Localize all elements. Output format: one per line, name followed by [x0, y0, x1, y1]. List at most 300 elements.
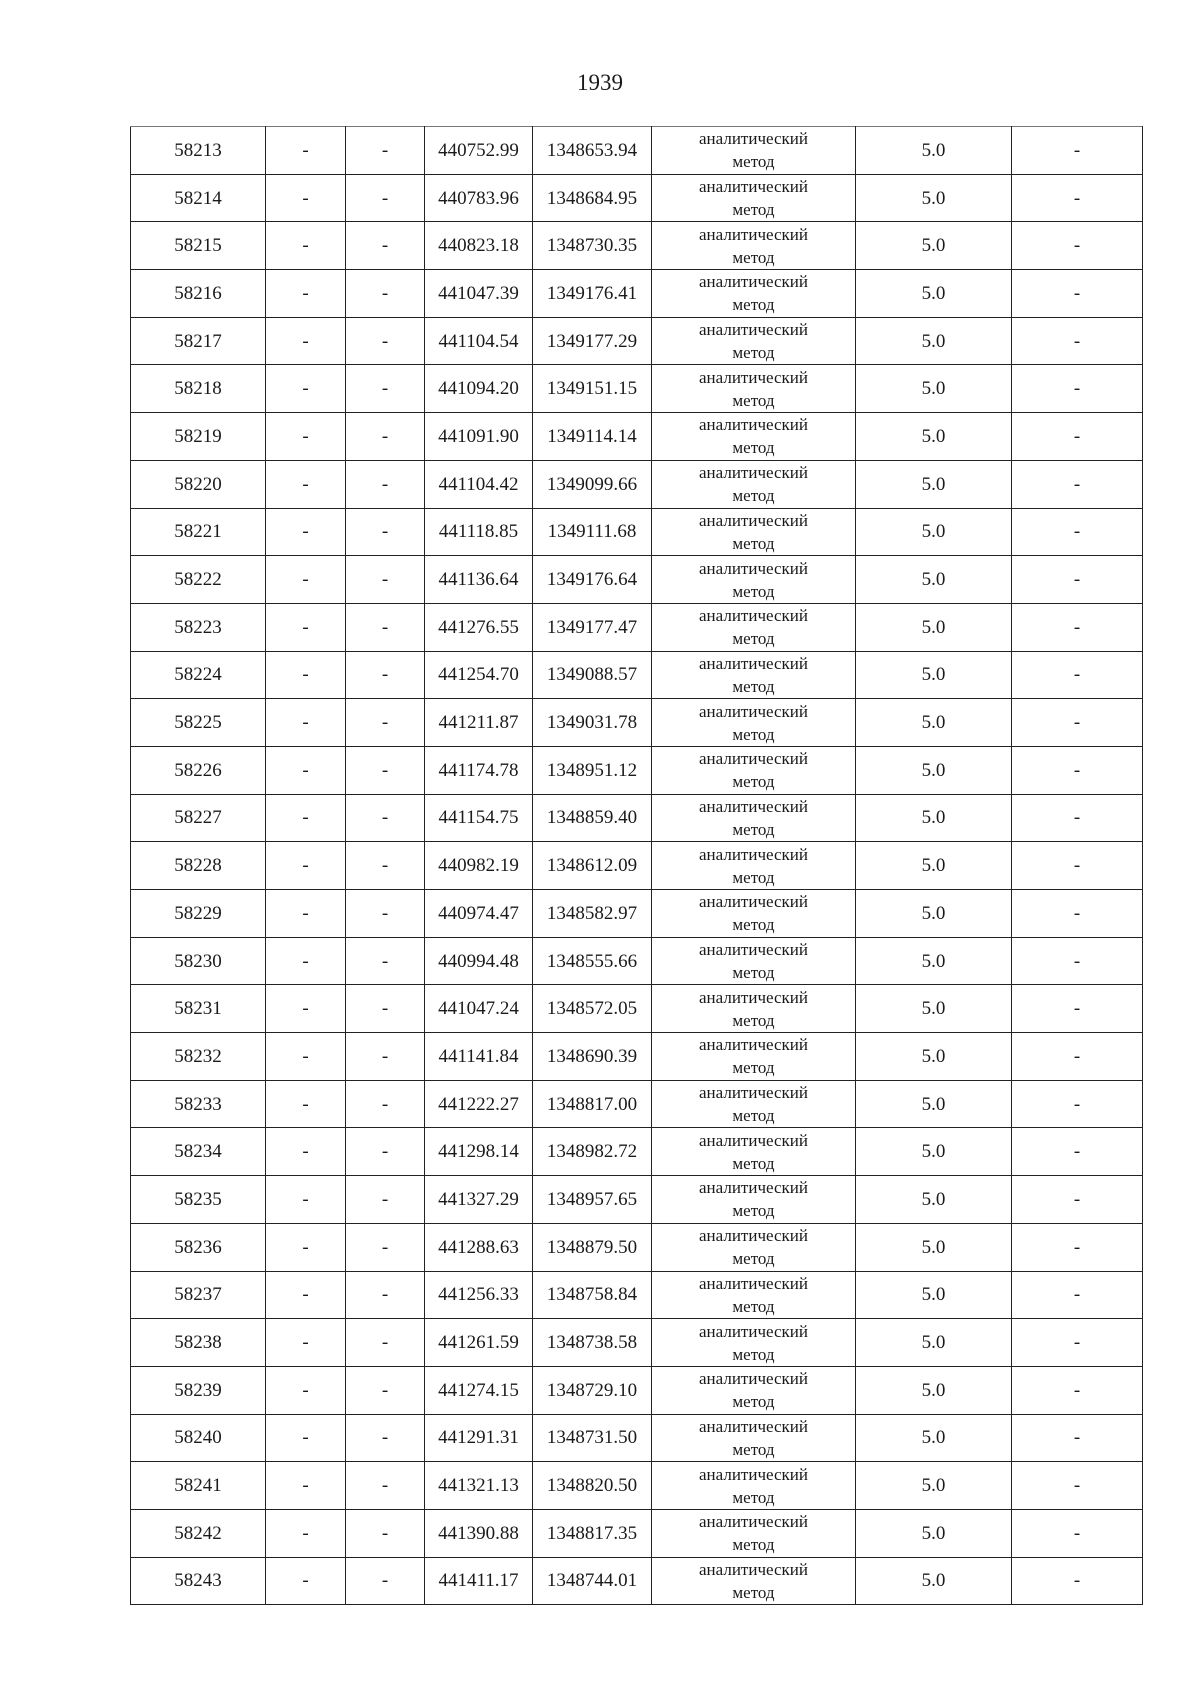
method-cell	[652, 1080, 856, 1128]
dash-cell: -	[1012, 127, 1143, 175]
table-row	[131, 365, 1143, 413]
dash-cell: -	[1012, 413, 1143, 461]
accuracy-cell: 5.0	[856, 413, 1012, 461]
point-number-cell: 58216	[131, 270, 266, 318]
dash-cell: -	[266, 1271, 346, 1319]
method-line-1: аналитический	[699, 510, 808, 530]
dash-cell: -	[266, 1414, 346, 1462]
dash-cell: -	[266, 890, 346, 938]
dash-cell: -	[1012, 746, 1143, 794]
y-coordinate-cell: 1348744.01	[533, 1557, 652, 1605]
dash-cell: -	[266, 222, 346, 270]
x-coordinate-cell: 441154.75	[425, 794, 533, 842]
point-number-cell: 58234	[131, 1128, 266, 1176]
dash-cell: -	[346, 127, 425, 175]
x-coordinate-cell: 441211.87	[425, 699, 533, 747]
dash-cell: -	[346, 317, 425, 365]
method-line-1: аналитический	[699, 1130, 808, 1150]
y-coordinate-cell: 1349031.78	[533, 699, 652, 747]
y-coordinate-cell: 1348684.95	[533, 174, 652, 222]
point-number-cell: 58231	[131, 985, 266, 1033]
x-coordinate-cell: 441276.55	[425, 603, 533, 651]
dash-cell: -	[346, 1414, 425, 1462]
method-line-1: аналитический	[699, 129, 808, 149]
method-line-1: аналитический	[699, 415, 808, 435]
point-number-cell: 58222	[131, 556, 266, 604]
method-line-1: аналитический	[699, 892, 808, 912]
dash-cell: -	[346, 1033, 425, 1081]
method-cell	[652, 365, 856, 413]
table-row	[131, 317, 1143, 365]
point-number-cell: 58227	[131, 794, 266, 842]
point-number-cell: 58221	[131, 508, 266, 556]
method-line-2: метод	[732, 343, 775, 363]
table-row	[131, 651, 1143, 699]
dash-cell: -	[1012, 1366, 1143, 1414]
accuracy-cell: 5.0	[856, 1462, 1012, 1510]
x-coordinate-cell: 441321.13	[425, 1462, 533, 1510]
method-cell	[652, 1414, 856, 1462]
x-coordinate-cell: 441274.15	[425, 1366, 533, 1414]
point-number-cell: 58224	[131, 651, 266, 699]
dash-cell: -	[1012, 842, 1143, 890]
method-cell	[652, 1223, 856, 1271]
dash-cell: -	[1012, 1080, 1143, 1128]
dash-cell: -	[1012, 651, 1143, 699]
method-line-2: метод	[732, 1487, 775, 1507]
table-row	[131, 1033, 1143, 1081]
dash-cell: -	[266, 1366, 346, 1414]
method-line-1: аналитический	[699, 1178, 808, 1198]
method-line-2: метод	[732, 1582, 775, 1602]
dash-cell: -	[266, 937, 346, 985]
dash-cell: -	[346, 270, 425, 318]
dash-cell: -	[1012, 1462, 1143, 1510]
accuracy-cell: 5.0	[856, 222, 1012, 270]
dash-cell: -	[1012, 1271, 1143, 1319]
point-number-cell: 58217	[131, 317, 266, 365]
method-line-1: аналитический	[699, 1035, 808, 1055]
table-row	[131, 1271, 1143, 1319]
method-line-1: аналитический	[699, 367, 808, 387]
accuracy-cell: 5.0	[856, 365, 1012, 413]
table-row	[131, 174, 1143, 222]
table-row	[131, 413, 1143, 461]
point-number-cell: 58230	[131, 937, 266, 985]
point-number-cell: 58232	[131, 1033, 266, 1081]
dash-cell: -	[1012, 222, 1143, 270]
point-number-cell: 58225	[131, 699, 266, 747]
point-number-cell: 58215	[131, 222, 266, 270]
dash-cell: -	[1012, 1223, 1143, 1271]
method-line-2: метод	[732, 724, 775, 744]
x-coordinate-cell: 441118.85	[425, 508, 533, 556]
method-cell	[652, 603, 856, 651]
accuracy-cell: 5.0	[856, 699, 1012, 747]
table-row	[131, 1462, 1143, 1510]
dash-cell: -	[266, 842, 346, 890]
dash-cell: -	[266, 365, 346, 413]
method-cell	[652, 651, 856, 699]
point-number-cell: 58228	[131, 842, 266, 890]
dash-cell: -	[346, 651, 425, 699]
x-coordinate-cell: 440994.48	[425, 937, 533, 985]
method-line-1: аналитический	[699, 558, 808, 578]
dash-cell: -	[266, 508, 346, 556]
method-cell	[652, 460, 856, 508]
point-number-cell: 58213	[131, 127, 266, 175]
method-cell	[652, 317, 856, 365]
method-line-2: метод	[732, 915, 775, 935]
y-coordinate-cell: 1349111.68	[533, 508, 652, 556]
dash-cell: -	[1012, 603, 1143, 651]
dash-cell: -	[266, 699, 346, 747]
point-number-cell: 58218	[131, 365, 266, 413]
dash-cell: -	[266, 1319, 346, 1367]
method-line-2: метод	[732, 1010, 775, 1030]
y-coordinate-cell: 1348572.05	[533, 985, 652, 1033]
method-line-1: аналитический	[699, 1083, 808, 1103]
y-coordinate-cell: 1348957.65	[533, 1176, 652, 1224]
table-row	[131, 508, 1143, 556]
method-line-1: аналитический	[699, 1226, 808, 1246]
method-line-2: метод	[732, 963, 775, 983]
point-number-cell: 58240	[131, 1414, 266, 1462]
dash-cell: -	[266, 985, 346, 1033]
point-number-cell: 58226	[131, 746, 266, 794]
dash-cell: -	[346, 556, 425, 604]
table-row	[131, 222, 1143, 270]
method-line-2: метод	[732, 819, 775, 839]
dash-cell: -	[346, 222, 425, 270]
method-line-2: метод	[732, 486, 775, 506]
point-number-cell: 58219	[131, 413, 266, 461]
method-line-2: метод	[732, 200, 775, 220]
dash-cell: -	[346, 794, 425, 842]
method-cell	[652, 1319, 856, 1367]
table-row	[131, 794, 1143, 842]
method-cell	[652, 222, 856, 270]
method-line-2: метод	[732, 1201, 775, 1221]
dash-cell: -	[346, 937, 425, 985]
method-line-2: метод	[732, 533, 775, 553]
point-number-cell: 58237	[131, 1271, 266, 1319]
dash-cell: -	[266, 556, 346, 604]
method-cell	[652, 174, 856, 222]
dash-cell: -	[266, 1176, 346, 1224]
point-number-cell: 58214	[131, 174, 266, 222]
accuracy-cell: 5.0	[856, 794, 1012, 842]
method-line-1: аналитический	[699, 1512, 808, 1532]
dash-cell: -	[346, 890, 425, 938]
x-coordinate-cell: 441136.64	[425, 556, 533, 604]
point-number-cell: 58236	[131, 1223, 266, 1271]
method-line-2: метод	[732, 1106, 775, 1126]
y-coordinate-cell: 1348555.66	[533, 937, 652, 985]
method-cell	[652, 1128, 856, 1176]
dash-cell: -	[346, 1557, 425, 1605]
x-coordinate-cell: 441104.54	[425, 317, 533, 365]
method-line-1: аналитический	[699, 606, 808, 626]
dash-cell: -	[266, 1462, 346, 1510]
y-coordinate-cell: 1348859.40	[533, 794, 652, 842]
y-coordinate-cell: 1349088.57	[533, 651, 652, 699]
dash-cell: -	[266, 603, 346, 651]
table-row	[131, 270, 1143, 318]
method-cell	[652, 1271, 856, 1319]
dash-cell: -	[266, 317, 346, 365]
dash-cell: -	[1012, 365, 1143, 413]
accuracy-cell: 5.0	[856, 270, 1012, 318]
accuracy-cell: 5.0	[856, 603, 1012, 651]
method-line-2: метод	[732, 867, 775, 887]
table-row	[131, 1176, 1143, 1224]
y-coordinate-cell: 1348982.72	[533, 1128, 652, 1176]
method-line-1: аналитический	[699, 1464, 808, 1484]
method-line-1: аналитический	[699, 272, 808, 292]
dash-cell: -	[346, 1080, 425, 1128]
dash-cell: -	[1012, 1509, 1143, 1557]
accuracy-cell: 5.0	[856, 1080, 1012, 1128]
x-coordinate-cell: 441047.39	[425, 270, 533, 318]
method-cell	[652, 1462, 856, 1510]
dash-cell: -	[266, 413, 346, 461]
x-coordinate-cell: 441104.42	[425, 460, 533, 508]
method-line-1: аналитический	[699, 701, 808, 721]
point-number-cell: 58239	[131, 1366, 266, 1414]
accuracy-cell: 5.0	[856, 1271, 1012, 1319]
x-coordinate-cell: 441222.27	[425, 1080, 533, 1128]
dash-cell: -	[346, 1509, 425, 1557]
x-coordinate-cell: 441141.84	[425, 1033, 533, 1081]
method-cell	[652, 1557, 856, 1605]
accuracy-cell: 5.0	[856, 651, 1012, 699]
point-number-cell: 58238	[131, 1319, 266, 1367]
dash-cell: -	[266, 794, 346, 842]
accuracy-cell: 5.0	[856, 460, 1012, 508]
table-row	[131, 556, 1143, 604]
method-cell	[652, 270, 856, 318]
x-coordinate-cell: 441327.29	[425, 1176, 533, 1224]
accuracy-cell: 5.0	[856, 1176, 1012, 1224]
dash-cell: -	[266, 1509, 346, 1557]
method-line-2: метод	[732, 581, 775, 601]
y-coordinate-cell: 1349099.66	[533, 460, 652, 508]
dash-cell: -	[346, 842, 425, 890]
method-line-2: метод	[732, 152, 775, 172]
dash-cell: -	[266, 1033, 346, 1081]
method-line-2: метод	[732, 676, 775, 696]
method-line-2: метод	[732, 772, 775, 792]
dash-cell: -	[1012, 794, 1143, 842]
accuracy-cell: 5.0	[856, 842, 1012, 890]
method-cell	[652, 794, 856, 842]
point-number-cell: 58233	[131, 1080, 266, 1128]
y-coordinate-cell: 1348817.00	[533, 1080, 652, 1128]
x-coordinate-cell: 440783.96	[425, 174, 533, 222]
method-cell	[652, 1033, 856, 1081]
method-line-2: метод	[732, 390, 775, 410]
method-line-1: аналитический	[699, 1559, 808, 1579]
table-row	[131, 1319, 1143, 1367]
y-coordinate-cell: 1348758.84	[533, 1271, 652, 1319]
y-coordinate-cell: 1348690.39	[533, 1033, 652, 1081]
accuracy-cell: 5.0	[856, 1033, 1012, 1081]
y-coordinate-cell: 1348582.97	[533, 890, 652, 938]
y-coordinate-cell: 1348879.50	[533, 1223, 652, 1271]
y-coordinate-cell: 1349177.29	[533, 317, 652, 365]
x-coordinate-cell: 440974.47	[425, 890, 533, 938]
method-line-1: аналитический	[699, 320, 808, 340]
dash-cell: -	[1012, 985, 1143, 1033]
y-coordinate-cell: 1349176.64	[533, 556, 652, 604]
method-line-1: аналитический	[699, 1416, 808, 1436]
table-row	[131, 890, 1143, 938]
method-line-2: метод	[732, 438, 775, 458]
table-row	[131, 1366, 1143, 1414]
method-line-2: метод	[732, 295, 775, 315]
dash-cell: -	[346, 1176, 425, 1224]
accuracy-cell: 5.0	[856, 127, 1012, 175]
x-coordinate-cell: 441390.88	[425, 1509, 533, 1557]
dash-cell: -	[266, 1223, 346, 1271]
method-cell	[652, 413, 856, 461]
dash-cell: -	[1012, 460, 1143, 508]
dash-cell: -	[266, 746, 346, 794]
x-coordinate-cell: 441291.31	[425, 1414, 533, 1462]
table-row	[131, 746, 1143, 794]
method-line-2: метод	[732, 1249, 775, 1269]
dash-cell: -	[346, 699, 425, 747]
method-line-1: аналитический	[699, 177, 808, 197]
table-row	[131, 460, 1143, 508]
method-cell	[652, 890, 856, 938]
accuracy-cell: 5.0	[856, 937, 1012, 985]
dash-cell: -	[1012, 270, 1143, 318]
table-body	[131, 127, 1143, 1605]
table-row	[131, 1223, 1143, 1271]
method-line-2: метод	[732, 1296, 775, 1316]
dash-cell: -	[1012, 1557, 1143, 1605]
dash-cell: -	[1012, 1414, 1143, 1462]
coordinates-table	[130, 126, 1143, 1605]
table-row	[131, 1080, 1143, 1128]
x-coordinate-cell: 440982.19	[425, 842, 533, 890]
dash-cell: -	[1012, 937, 1143, 985]
accuracy-cell: 5.0	[856, 174, 1012, 222]
method-line-2: метод	[732, 1535, 775, 1555]
x-coordinate-cell: 441254.70	[425, 651, 533, 699]
dash-cell: -	[266, 1128, 346, 1176]
dash-cell: -	[266, 1557, 346, 1605]
x-coordinate-cell: 441298.14	[425, 1128, 533, 1176]
y-coordinate-cell: 1348653.94	[533, 127, 652, 175]
method-cell	[652, 985, 856, 1033]
method-line-1: аналитический	[699, 463, 808, 483]
dash-cell: -	[266, 127, 346, 175]
point-number-cell: 58229	[131, 890, 266, 938]
table-row	[131, 127, 1143, 175]
dash-cell: -	[266, 651, 346, 699]
dash-cell: -	[346, 1366, 425, 1414]
y-coordinate-cell: 1349176.41	[533, 270, 652, 318]
method-line-2: метод	[732, 1344, 775, 1364]
dash-cell: -	[346, 603, 425, 651]
table-row	[131, 1128, 1143, 1176]
accuracy-cell: 5.0	[856, 556, 1012, 604]
x-coordinate-cell: 441411.17	[425, 1557, 533, 1605]
method-cell	[652, 699, 856, 747]
table-row	[131, 1414, 1143, 1462]
accuracy-cell: 5.0	[856, 1223, 1012, 1271]
accuracy-cell: 5.0	[856, 1414, 1012, 1462]
accuracy-cell: 5.0	[856, 1509, 1012, 1557]
x-coordinate-cell: 441047.24	[425, 985, 533, 1033]
point-number-cell: 58220	[131, 460, 266, 508]
accuracy-cell: 5.0	[856, 890, 1012, 938]
dash-cell: -	[346, 174, 425, 222]
dash-cell: -	[1012, 174, 1143, 222]
x-coordinate-cell: 441261.59	[425, 1319, 533, 1367]
table-row	[131, 985, 1143, 1033]
method-line-2: метод	[732, 1153, 775, 1173]
method-line-1: аналитический	[699, 1273, 808, 1293]
dash-cell: -	[266, 174, 346, 222]
dash-cell: -	[346, 460, 425, 508]
dash-cell: -	[266, 1080, 346, 1128]
dash-cell: -	[1012, 556, 1143, 604]
method-line-1: аналитический	[699, 749, 808, 769]
x-coordinate-cell: 441256.33	[425, 1271, 533, 1319]
table-row	[131, 1509, 1143, 1557]
method-line-1: аналитический	[699, 844, 808, 864]
accuracy-cell: 5.0	[856, 317, 1012, 365]
dash-cell: -	[346, 1223, 425, 1271]
method-line-2: метод	[732, 1058, 775, 1078]
accuracy-cell: 5.0	[856, 1319, 1012, 1367]
method-line-1: аналитический	[699, 940, 808, 960]
y-coordinate-cell: 1348738.58	[533, 1319, 652, 1367]
dash-cell: -	[346, 985, 425, 1033]
y-coordinate-cell: 1348951.12	[533, 746, 652, 794]
dash-cell: -	[1012, 508, 1143, 556]
table-row	[131, 937, 1143, 985]
y-coordinate-cell: 1348612.09	[533, 842, 652, 890]
method-line-1: аналитический	[699, 653, 808, 673]
point-number-cell: 58223	[131, 603, 266, 651]
y-coordinate-cell: 1348820.50	[533, 1462, 652, 1510]
x-coordinate-cell: 440823.18	[425, 222, 533, 270]
x-coordinate-cell: 441094.20	[425, 365, 533, 413]
x-coordinate-cell: 441091.90	[425, 413, 533, 461]
accuracy-cell: 5.0	[856, 985, 1012, 1033]
x-coordinate-cell: 441288.63	[425, 1223, 533, 1271]
accuracy-cell: 5.0	[856, 746, 1012, 794]
method-line-1: аналитический	[699, 987, 808, 1007]
dash-cell: -	[266, 270, 346, 318]
dash-cell: -	[1012, 317, 1143, 365]
accuracy-cell: 5.0	[856, 1557, 1012, 1605]
method-cell	[652, 746, 856, 794]
y-coordinate-cell: 1349151.15	[533, 365, 652, 413]
method-cell	[652, 842, 856, 890]
dash-cell: -	[346, 508, 425, 556]
method-line-1: аналитический	[699, 1321, 808, 1341]
accuracy-cell: 5.0	[856, 1366, 1012, 1414]
method-line-2: метод	[732, 247, 775, 267]
y-coordinate-cell: 1349114.14	[533, 413, 652, 461]
accuracy-cell: 5.0	[856, 1128, 1012, 1176]
